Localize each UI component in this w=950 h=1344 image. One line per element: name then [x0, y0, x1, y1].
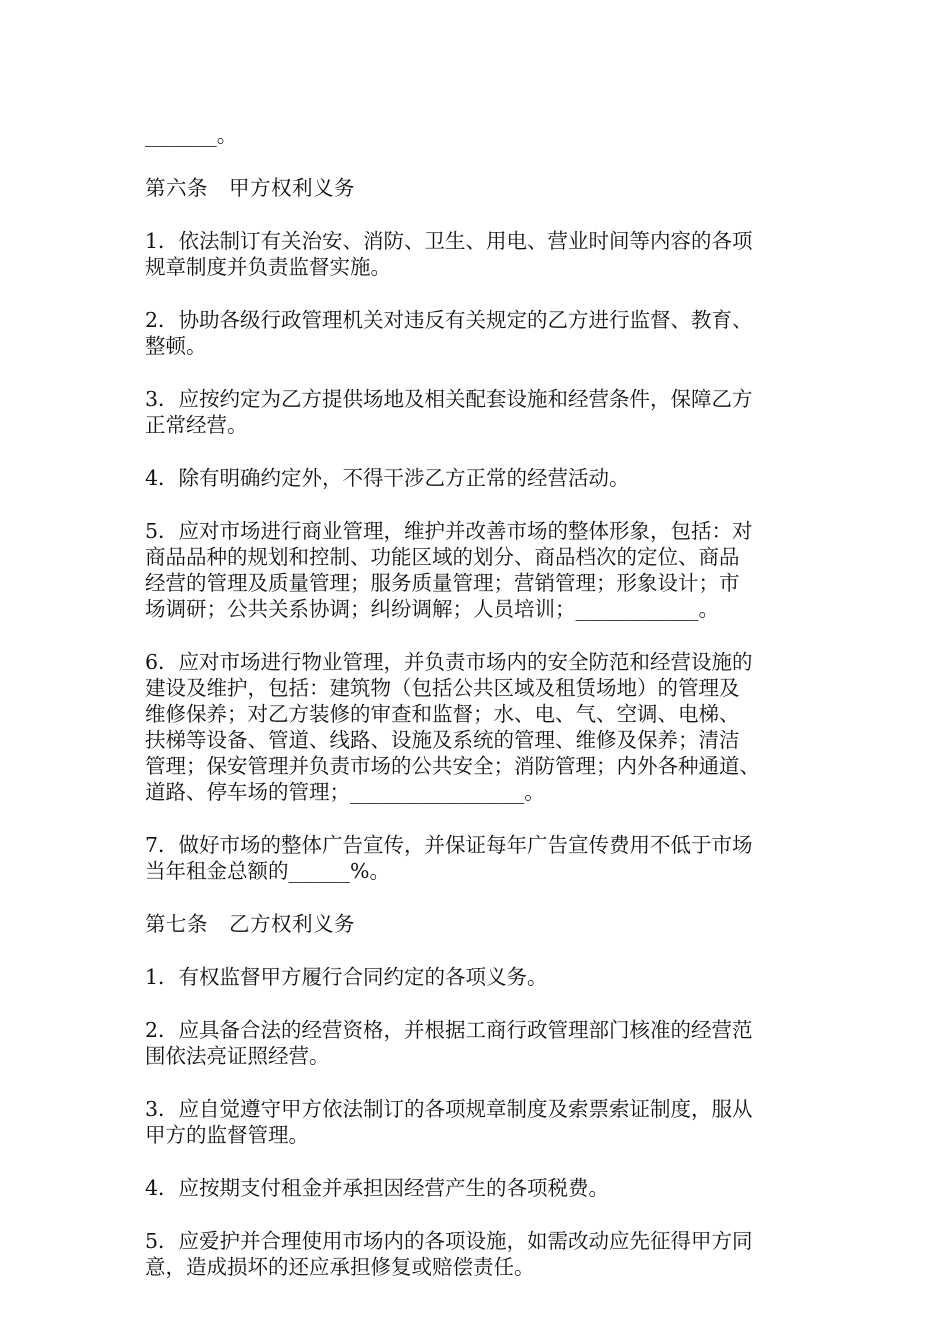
text-line: 4．除有明确约定外，不得干涉乙方正常的经营活动。	[145, 466, 630, 490]
clause-paragraph	[145, 832, 835, 884]
text-line: 甲方的监督管理。	[145, 1123, 309, 1147]
text-line: 建设及维护，包括：建筑物（包括公共区域及租赁场地）的管理及	[145, 676, 740, 700]
text-line: 3．应按约定为乙方提供场地及相关配套设施和经营条件，保障乙方	[145, 387, 753, 411]
text-line: 围依法亮证照经营。	[145, 1044, 330, 1068]
continued-blank-line	[145, 122, 835, 148]
clause-paragraph	[145, 1017, 835, 1069]
text-line: 第六条 甲方权利义务	[145, 176, 355, 200]
text-line: 意，造成损坏的还应承担修复或赔偿责任。	[145, 1255, 535, 1279]
text-line: 道路、停车场的管理；_________________。	[145, 780, 545, 804]
clause-paragraph	[145, 964, 835, 990]
text-line: 经营的管理及质量管理；服务质量管理；营销管理；形象设计；市	[145, 571, 740, 595]
text-line: 维修保养；对乙方装修的审查和监督；水、电、气、空调、电梯、	[145, 702, 740, 726]
text-line: 规章制度并负责监督实施。	[145, 255, 391, 279]
text-line: 商品品种的规划和控制、功能区域的划分、商品档次的定位、商品	[145, 545, 740, 569]
text-line: 3．应自觉遵守甲方依法制订的各项规章制度及索票索证制度，服从	[145, 1097, 753, 1121]
text-line: 场调研；公共关系协调；纠纷调解；人员培训；____________。	[145, 597, 719, 621]
clause-paragraph	[145, 1175, 835, 1201]
text-line: _______。	[145, 123, 238, 147]
clause-paragraph	[145, 386, 835, 438]
clause-paragraph	[145, 307, 835, 359]
text-line: 整顿。	[145, 334, 207, 358]
text-line: 正常经营。	[145, 413, 248, 437]
text-line: 扶梯等设备、管道、线路、设施及系统的管理、维修及保养；清洁	[145, 728, 740, 752]
text-line: 2．协助各级行政管理机关对违反有关规定的乙方进行监督、教育、	[145, 308, 753, 332]
text-line: 第七条 乙方权利义务	[145, 912, 355, 936]
text-line: 4．应按期支付租金并承担因经营产生的各项税费。	[145, 1176, 610, 1200]
text-line: 1．有权监督甲方履行合同约定的各项义务。	[145, 965, 548, 989]
clause-paragraph	[145, 649, 835, 805]
text-line: 管理；保安管理并负责市场的公共安全；消防管理；内外各种通道、	[145, 754, 760, 778]
clause-paragraph	[145, 1228, 835, 1280]
text-line: 5．应对市场进行商业管理，维护并改善市场的整体形象，包括：对	[145, 519, 753, 543]
text-line: 6．应对市场进行物业管理，并负责市场内的安全防范和经营设施的	[145, 650, 753, 674]
clause-paragraph	[145, 518, 835, 622]
text-line: 5．应爱护并合理使用市场内的各项设施，如需改动应先征得甲方同	[145, 1229, 753, 1253]
text-line: 1．依法制订有关治安、消防、卫生、用电、营业时间等内容的各项	[145, 229, 753, 253]
clause-paragraph	[145, 1096, 835, 1148]
text-line: 2．应具备合法的经营资格，并根据工商行政管理部门核准的经营范	[145, 1018, 753, 1042]
text-line: 7．做好市场的整体广告宣传，并保证每年广告宣传费用不低于市场	[145, 833, 753, 857]
clause-paragraph	[145, 228, 835, 280]
text-line: 当年租金总额的______%。	[145, 859, 390, 883]
article-heading	[145, 175, 835, 201]
article-heading	[145, 911, 835, 937]
clause-paragraph	[145, 465, 835, 491]
document-body	[145, 122, 835, 1307]
